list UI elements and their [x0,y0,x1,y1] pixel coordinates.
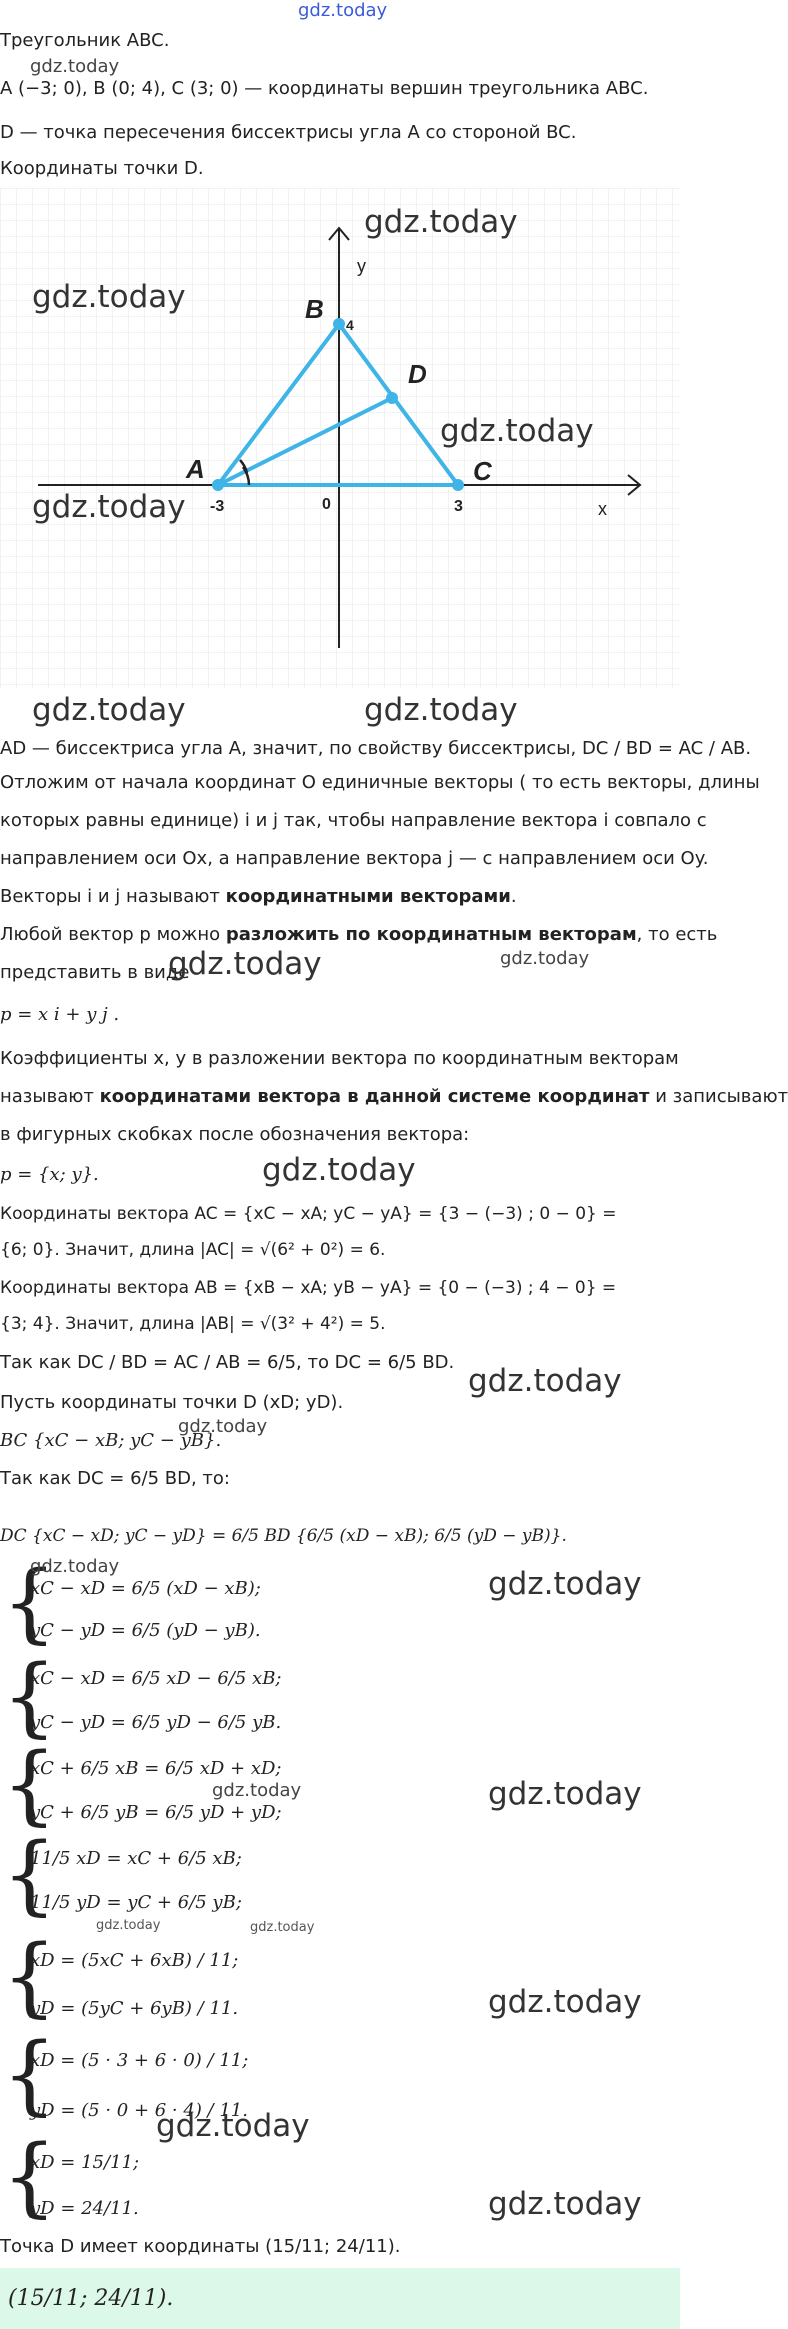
watermark: gdz.today [96,1918,161,1933]
since-line: Так как DC = 6/5 BD, то: [0,1468,230,1489]
text-span: , то есть [636,924,718,945]
system-6-eq-1: xD = (5 · 3 + 6 · 0) / 11; [30,2050,249,2071]
system-1-eq-1: xC − xD = 6/5 (xD − xB); [30,1578,261,1599]
text-span: называют [0,1086,100,1107]
watermark: gdz.today [168,946,322,982]
text-line: представить в виде [0,962,190,983]
watermark: gdz.today [156,2108,310,2144]
watermark: gdz.today [468,1363,622,1399]
let-d-line: Пусть координаты точки D (xD; yD). [0,1392,344,1413]
text-line [0,924,717,945]
answer-box [0,2268,680,2329]
watermark: gdz.today [440,413,594,449]
bisector-property: AD — биссектриса угла A, значит, по свойству биссектрисы, DC / BD = AC / AB. [0,738,752,759]
watermark: gdz.today [32,692,186,728]
tick-origin: 0 [322,496,331,513]
system-brace: { [2,1553,57,1653]
problem-line-4: Координаты точки D. [0,158,204,179]
axis-label-x: x [598,499,607,519]
text-line [0,1086,788,1107]
system-brace: { [2,2127,57,2227]
system-5-eq-2: yD = (5yC + 6yB) / 11. [30,1998,239,2019]
point-a [212,479,224,491]
watermark: gdz.today [178,1416,268,1437]
vector-ac-line-1: Координаты вектора AC = {xC − xA; yC − yA} = {3 − (−3) ; 0 − 0} = [0,1204,617,1224]
system-6-eq-2: yD = (5 · 0 + 6 · 4) / 11. [30,2100,248,2121]
label-b: B [305,294,324,324]
formula-coordinates: p = {x; y}. [0,1164,99,1185]
watermark: gdz.today [32,489,186,525]
tick-y-4: 4 [346,317,354,333]
problem-line-1: Треугольник ABC. [0,30,170,51]
system-3-eq-1: xC + 6/5 xB = 6/5 xD + xD; [30,1758,282,1779]
answer-text: (15/11; 24/11). [8,2286,174,2311]
text-line: Отложим от начала координат O единичные векторы ( то есть векторы, длины [0,772,760,793]
watermark: gdz.today [488,1776,642,1812]
watermark: gdz.today [32,279,186,315]
system-brace: { [2,1647,57,1747]
label-a: A [186,454,205,484]
watermark: gdz.today [488,1566,642,1602]
system-brace: { [2,1735,57,1835]
watermark: gdz.today [30,56,120,77]
label-d: D [408,359,427,389]
problem-line-3: D — точка пересечения биссектрисы угла A со стороной BC. [0,122,577,143]
system-4-eq-1: 11/5 xD = xC + 6/5 xB; [30,1848,242,1869]
text-span: Любой вектор p можно [0,924,226,945]
tick-x-neg3: -3 [210,498,225,515]
text-line: Векторы i и j называют координатными векторами. [0,886,517,907]
tick-x-3: 3 [454,498,463,515]
axis-label-y: y [357,256,366,276]
system-1-eq-2: yC − yD = 6/5 (yD − yB). [30,1620,261,1641]
site-logo[interactable]: gdz.today [298,0,388,21]
label-c: C [473,456,492,486]
watermark: gdz.today [364,692,518,728]
watermark: gdz.today [212,1780,302,1801]
point-d [386,392,398,404]
system-brace: { [2,2025,57,2125]
point-c [452,479,464,491]
system-2-eq-1: xC − xD = 6/5 xD − 6/5 xB; [30,1668,282,1689]
formula-decomposition: p = x i + y j . [0,1004,120,1025]
vector-dc-line: DC {xC − xD; yC − yD} = 6/5 BD {6/5 (xD − xB); 6/5 (yD − yB)}. [0,1526,567,1546]
text-span: и записывают [649,1086,788,1107]
system-4-eq-2: 11/5 yD = yC + 6/5 yB; [30,1892,242,1913]
point-b [333,318,345,330]
ratio-line: Так как DC / BD = AC / AB = 6/5, то DC = 6/5 BD. [0,1352,455,1373]
watermark: gdz.today [30,1556,120,1577]
system-brace: { [2,1825,57,1925]
term-coordinate-vectors: координатными векторами [225,886,511,907]
system-3-eq-2: yC + 6/5 yB = 6/5 yD + yD; [30,1802,282,1823]
system-brace: { [2,1927,57,2027]
system-5-eq-1: xD = (5xC + 6xB) / 11; [30,1950,239,1971]
watermark: gdz.today [262,1152,416,1188]
text-line: Коэффициенты x, y в разложении вектора по координатным векторам [0,1048,679,1069]
text-line: в фигурных скобках после обозначения вектора: [0,1124,470,1145]
problem-line-2: A (−3; 0), B (0; 4), C (3; 0) — координаты вершин треугольника ABC. [0,78,649,99]
system-2-eq-2: yC − yD = 6/5 yD − 6/5 yB. [30,1712,282,1733]
system-7-eq-1: xD = 15/11; [30,2152,140,2173]
vector-ab-line-2: {3; 4}. Значит, длина |AB| = √(3² + 4²) = 5. [0,1314,386,1334]
system-7-eq-2: yD = 24/11. [30,2198,139,2219]
vector-bc-line: BC {xC − xB; yC − yB}. [0,1430,222,1451]
watermark: gdz.today [250,1920,315,1935]
text-span: Векторы i и j называют [0,886,226,907]
text-line: которых равны единице) i и j так, чтобы направление вектора i совпало с [0,810,707,831]
term-decompose: разложить по координатным векторам [225,924,637,945]
watermark: gdz.today [488,1984,642,2020]
vector-ac-line-2: {6; 0}. Значит, длина |AC| = √(6² + 0²) = 6. [0,1240,386,1260]
text-line: направлением оси Ox, а направление вектора j — с направлением оси Oy. [0,848,709,869]
watermark: gdz.today [488,2186,642,2222]
watermark: gdz.today [500,948,590,969]
result-line: Точка D имеет координаты (15/11; 24/11). [0,2236,401,2257]
vector-ab-line-1: Координаты вектора AB = {xB − xA; yB − yA} = {0 − (−3) ; 4 − 0} = [0,1278,617,1298]
watermark: gdz.today [364,204,518,240]
term-vector-coordinates: координатами вектора в данной системе координат [99,1086,650,1107]
